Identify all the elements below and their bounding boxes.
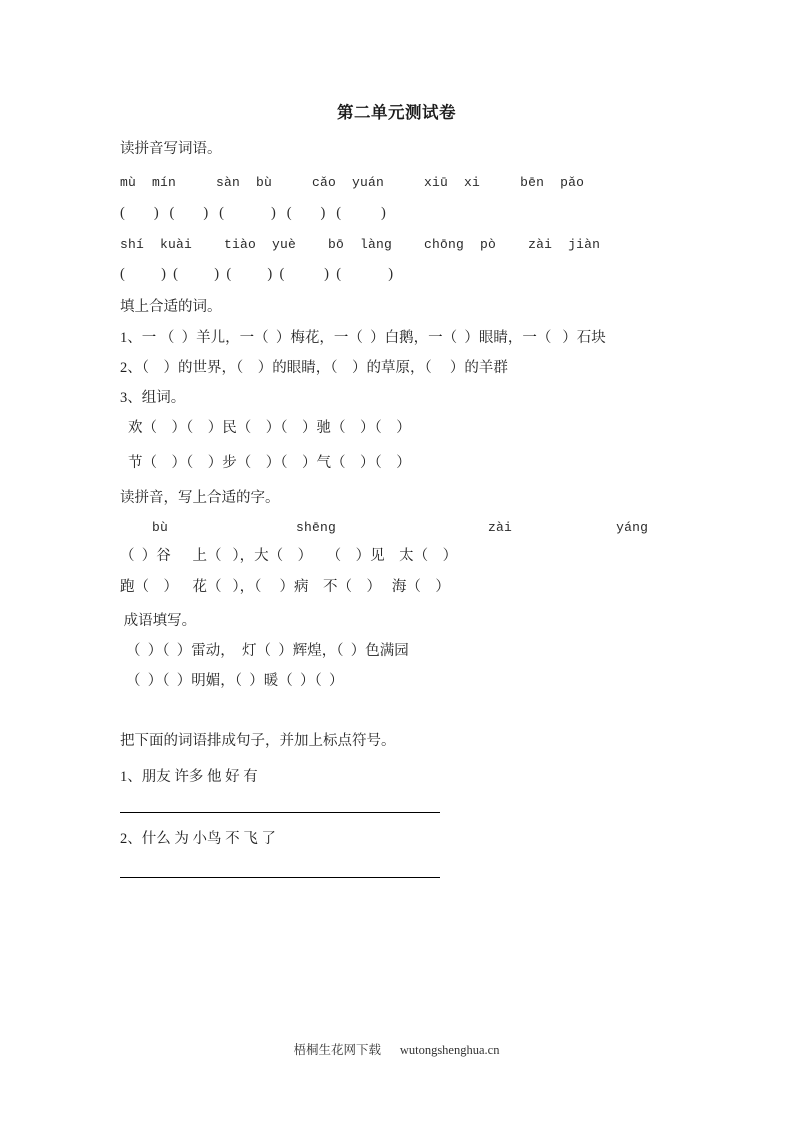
answer-line-2[interactable]: [120, 877, 440, 878]
section-2-item-3-row-1[interactable]: 欢（ ）（ ）民（ ）（ ）驰（ ）（ ）: [128, 420, 411, 436]
section-3-heading: 读拼音，写上合适的字。: [120, 490, 280, 506]
section-1-pinyin-row-1: mù mín sàn bù cǎo yuán xiū xi bēn pǎo: [120, 175, 585, 190]
section-2-heading: 填上合适的词。: [120, 299, 222, 315]
section-3-row-2[interactable]: 跑（ ） 花（ ），（ ）病 不（ ） 海（ ）: [120, 579, 450, 595]
footer-source: 梧桐生花网下载: [293, 1043, 382, 1057]
answer-line-1[interactable]: [120, 812, 440, 813]
section-2-item-3-heading: 3、组词。: [120, 390, 186, 406]
section-5-item-1: 1、朋友 许多 他 好 有: [120, 769, 258, 785]
section-1-answer-row-1[interactable]: ( ) ( ) ( ) ( ) ( ): [120, 205, 386, 221]
section-2-item-3-row-2[interactable]: 节（ ）（ ）步（ ）（ ）气（ ）（ ）: [128, 455, 411, 471]
section-5-item-2: 2、什么 为 小鸟 不 飞 了: [120, 831, 276, 847]
footer-site: wutongshenghua.cn: [399, 1043, 500, 1057]
section-3-row-1[interactable]: （ ）谷 上（ ），大（ ） （ ）见 太（ ）: [120, 548, 458, 564]
section-3-pinyin-row: bù shēng zài yáng: [120, 520, 649, 535]
section-4-row-2[interactable]: （ ）（ ）明媚，（ ）暖（ ）（ ）: [126, 673, 344, 689]
section-2-item-1[interactable]: 1、一 （ ）羊儿，一（ ）梅花，一（ ）白鹅，一（ ）眼睛，一（ ）石块: [120, 330, 606, 346]
page-title: 第二单元测试卷: [337, 103, 456, 122]
section-1-answer-row-2[interactable]: ( ) ( ) ( ) ( ) ( ): [120, 266, 394, 282]
section-1-heading: 读拼音写词语。: [120, 141, 222, 157]
section-4-heading: 成语填写。: [120, 613, 197, 629]
section-1-pinyin-row-2: shí kuài tiào yuè bō làng chōng pò zài jiàn: [120, 237, 601, 252]
section-5-heading: 把下面的词语排成句子，并加上标点符号。: [120, 733, 396, 749]
footer: [0, 1040, 793, 1058]
section-2-item-2[interactable]: 2、（ ）的世界，（ ）的眼睛，（ ）的草原，（ ）的羊群: [120, 360, 508, 376]
footer-spacer: [381, 1043, 400, 1057]
section-4-row-1[interactable]: （ ）（ ）雷动， 灯（ ）辉煌，（ ）色满园: [126, 643, 409, 659]
